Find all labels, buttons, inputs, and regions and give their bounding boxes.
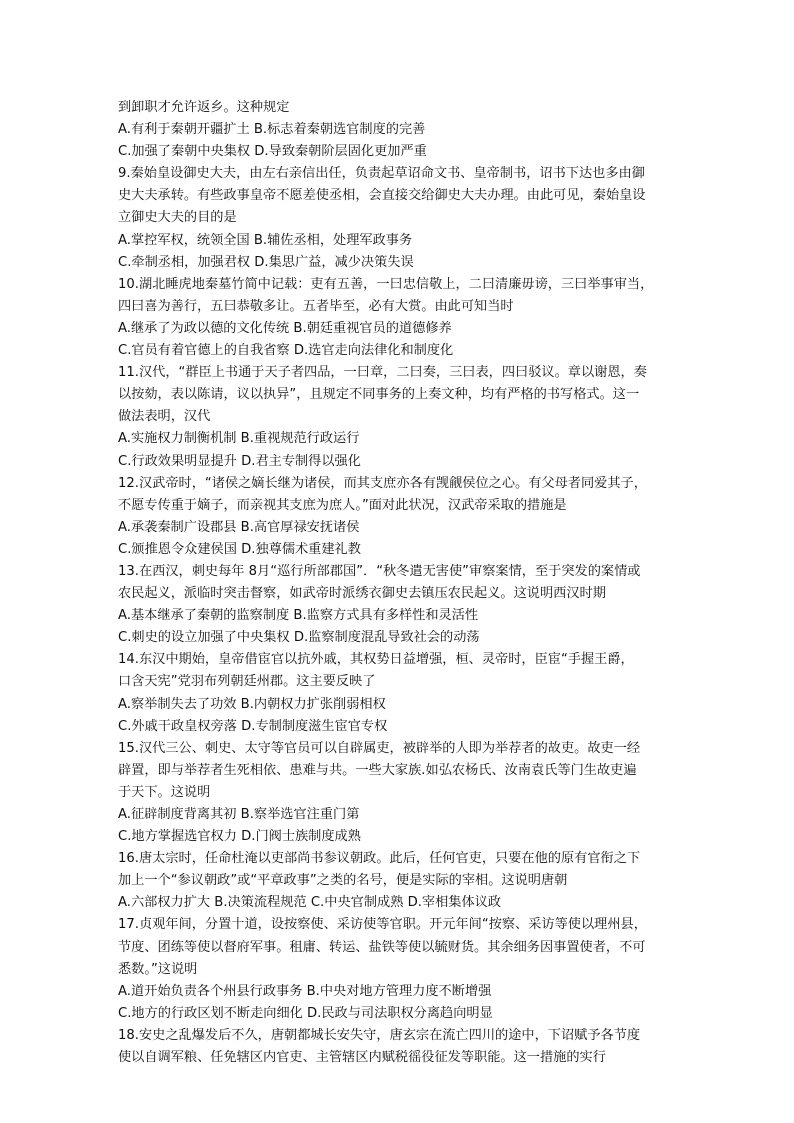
text-line: 17.贞观年间，分置十道，设按察使、采访使等官职。开元年间“按察、采访等使以理州县， (118, 917, 647, 933)
text-line: C.地方的行政区划不断走向细化 D.民政与司法职权分离趋向明显 (118, 1005, 493, 1021)
text-line: 辟置，即与举荐者生死相依、患难与共。一些大家族.如弘农杨氏、汝南袁氏等门生故吏遍 (118, 762, 637, 778)
text-line: 15.汉代三公、刺史、太守等官员可以自辟属吏，被辟举的人即为举荐者的故吏。故吏一经 (118, 740, 641, 756)
text-line: C.刺史的设立加强了中央集权 D.监察制度混乱导致社会的动荡 (118, 630, 480, 646)
text-line: 以按劾，表以陈请，议以执异”，且规定不同事务的上奏文种，均有严格的书写格式。这一 (118, 387, 640, 403)
text-line: A.实施权力制衡机制 B.重视规范行政运行 (118, 431, 360, 447)
document-body (118, 97, 678, 1069)
text-line: 18.安史之乱爆发后不久，唐朝都城长安失守，唐玄宗在流亡四川的途中，下诏赋予各节度 (118, 1027, 641, 1043)
text-line: A.六部权力扩大 B.决策流程规范 C.中央官制成熟 D.宰相集体议政 (118, 895, 502, 911)
text-line: A.基本继承了秦朝的监察制度 B.监察方式具有多样性和灵活性 (118, 608, 479, 624)
text-line: C.地方掌握选官权力 D.门阀士族制度成熟 (118, 829, 361, 845)
text-line: 16.唐太宗时，任命杜淹以吏部尚书参议朝政。此后，任何官吏，只要在他的原有官衔之下 (118, 851, 641, 867)
text-line: C.颁推恩令众建侯国 D.独尊儒术重建礼教 (118, 541, 361, 557)
text-line: A.掌控军权，统领全国 B.辅佐丞相，处理军政事务 (118, 232, 413, 248)
text-line: 节度、团练等使以督府军事。租庸、转运、盐铁等使以毓财货。其余细务因事置使者，不可 (118, 939, 646, 955)
text-line: 农民起义，派临时突击督察，如武帝时派绣衣御史去镇压农民起义。这说明西汉时期 (118, 586, 606, 602)
text-line: A.征辟制度背离其初 B.察举选官注重门第 (118, 807, 360, 822)
text-line: 于天下。这说明 (118, 784, 211, 800)
text-line: C.外戚干政皇权旁落 D.专制制度滋生宦官专权 (118, 718, 388, 734)
text-line: 14.东汉中期始，皇帝借宦官以抗外戚，其权势日益增强，桓、灵帝时，臣宦“手握王爵， (118, 652, 634, 668)
text-line: 13.在西汉，刺史每年 8月“巡行所部郡国”．“秋冬遣无害使”审察案情，至于突发的案情或 (118, 563, 641, 579)
text-line: 10.湖北睡虎地秦墓竹简中记载：吏有五善，一曰忠信敬上，二曰清廉毋谤，三曰举事审当， (118, 276, 654, 292)
text-line: 史大夫承转。有些政事皇帝不愿差使丞相，会直接交给御史大夫办理。由此可见，秦始皇设 (118, 188, 646, 204)
text-line: 使以自调军粮、任免辖区内官吏、主管辖区内赋税徭役征发等职能。这一措施的实行 (118, 1050, 606, 1066)
text-line: A.察举制失去了功效 B.内朝权力扩张削弱相权 (118, 696, 386, 712)
text-line: 悉数。”这说明 (118, 961, 198, 977)
text-line: C.官员有着官德上的自我省察 D.选官走向法律化和制度化 (118, 343, 454, 359)
text-line: A.继承了为政以德的文化传统 B.朝廷重视官员的道德修养 (118, 320, 452, 336)
text-line: 立御史大夫的目的是 (118, 210, 237, 226)
text-line: A.道开始负责各个州县行政事务 B.中央对地方管理力度不断增强 (118, 983, 492, 999)
text-line: A.有利于秦朝开疆扩土 B.标志着秦朝选官制度的完善 (118, 122, 426, 138)
text-line: 口含天宪”党羽布列朝廷州郡。这主要反映了 (118, 674, 376, 690)
text-line: 12.汉武帝时，“诸侯之嫡长继为诸侯，而其支庶亦各有觊觎侯位之心。有父母者同爱其子， (118, 475, 647, 491)
text-line: 11.汉代，“群臣上书通于天子者四品，一曰章，二曰奏，三曰表，四曰驳议。章以谢恩，奏 (118, 365, 647, 381)
text-line: C.行政效果明显提升 D.君主专制得以强化 (118, 453, 361, 469)
text-line: 9.秦始皇设御史大夫，由左右亲信出任，负责起草诏命文书、皇帝制书，诏书下达也多由御 (118, 166, 645, 182)
text-line: C.加强了秦朝中央集权 D.导致秦朝阶层固化更加严重 (118, 144, 427, 160)
text-line: 到卸职才允许返乡。这种规定 (118, 100, 290, 115)
text-line: A.承袭秦制广设郡县 B.高官厚禄安抚诸侯 (118, 519, 360, 535)
text-line: 加上一个“参议朝政”或“平章政事”之类的名号，便是实际的宰相。这说明唐朝 (118, 873, 568, 889)
text-line: 不愿专传重于嫡子，而亲视其支庶为庶人。”面对此状况，汉武帝采取的措施是 (118, 497, 567, 513)
text-line: 做法表明，汉代 (118, 409, 211, 425)
text-line: C.牵制丞相，加强君权 D.集思广益，减少决策失误 (118, 254, 414, 270)
text-line: 四曰喜为善行，五曰恭敬多让。五者毕至，必有大赏。由此可知当时 (118, 298, 514, 314)
